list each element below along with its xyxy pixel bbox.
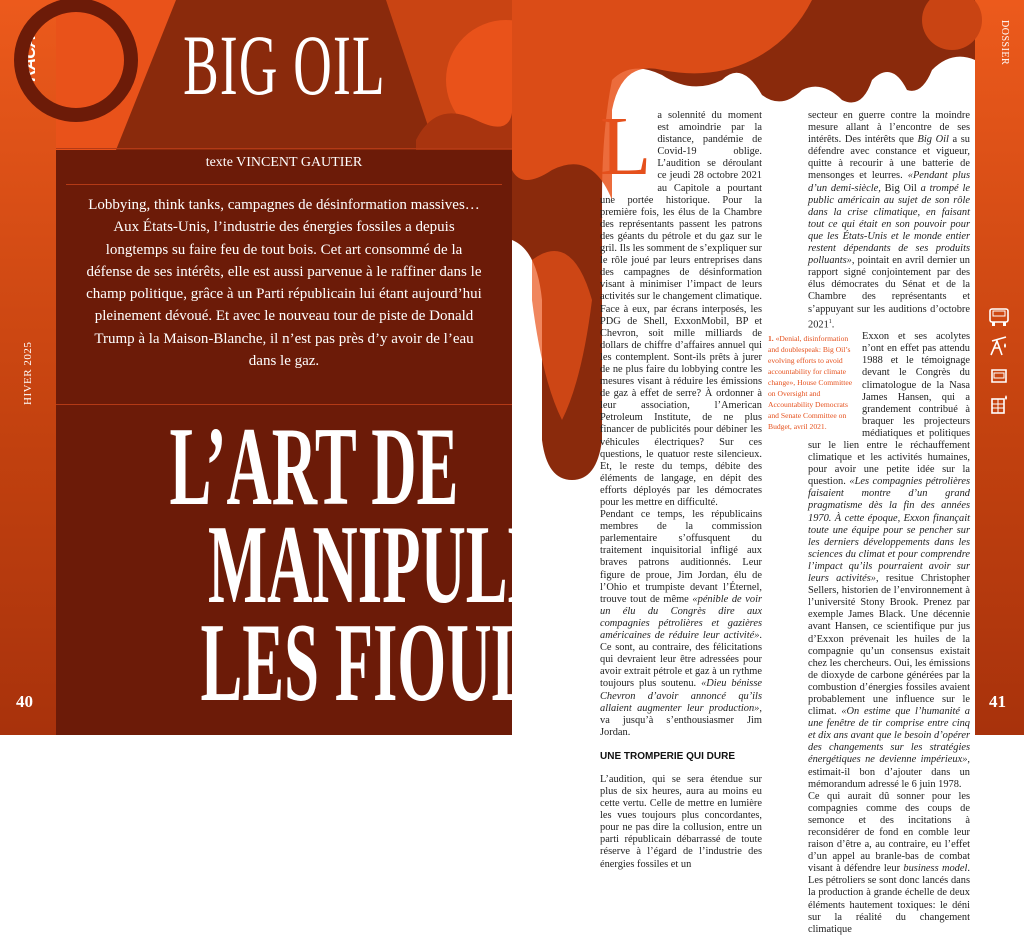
drop-cap: L: [600, 100, 652, 193]
quote-text: Big Oil: [917, 134, 949, 146]
paragraph: [600, 509, 762, 739]
divider: [66, 184, 502, 185]
body-text: a solennité du moment est amoindrie par la distance, pandémie de Covid-19 oblige. L’audition se déroulant ce jeudi 28 octobre 2021 au Capitole a pourtant une portée historique. Pour la première fois, les élus de la Chambre des représentants passent les patrons des géants du pétrole et du gaz sur le gril. Ils les somment de s’expliquer sur le rôle joué par leurs entreprises dans des campagnes de désinformation visant à minimiser l’impact de leurs activités sur le changement climatique. Face à eux, par écrans interposés, les PDG de Shell, ExxonMobil, BP et Chevron, soit mille milliards de dollars de chiffre d’affaires annuel qui les contemplent. Sont-ils prêts à jurer de ne plus faire du lobbying contre les mesures visant à réduire les émissions de gaz à effet de serre? À ordonner à leur association, l’American Petroleum Institute, de ne plus financer de publicités pour débiner les véhicules électriques? Sur ces questions, le quatuor reste silencieux. Et, le reste du temps, débite des éléments de langage, en dépit des efforts déployés par les démocrates pour les mettre en difficulté.: [600, 110, 762, 508]
article-column-1: [600, 100, 762, 871]
quote-text: business model: [903, 863, 968, 875]
issue-label: HIVER 2025: [22, 341, 34, 405]
body-text: Big Oil: [884, 182, 917, 194]
quote-text: «pénible de voir un élu du Congrès dire aux compagnies pétrolières et gazières américaines de réduire leur activité»: [600, 593, 762, 642]
left-page-panel: [56, 0, 595, 735]
lead-paragraph: Lobbying, think tanks, campagnes de désinformation massives… Aux États-Unis, l’industrie des énergies fossiles a depuis longtemps su faire feu de tout bois. Cet art consommé de la défense de ses intérêts, elle est aussi parvenue à le raffiner dans le champ politique, grâce à un Parti républicain lui étant aujourd’hui pleinement dévoué. Et avec le nouveau tour de piste de Donald Trump à la Maison-Blanche, il n’est pas près d’y avoir de l’eau dans le gaz.: [86, 197, 482, 370]
oil-barrel-icon: [988, 393, 1010, 415]
quote-text: «On estime que l’humanité a une fenêtre de tir comprise entre cinq et dix ans avant que le besoin d’opérer des changements sur les stratégies énergétiques ne devienne impérieux»: [808, 706, 970, 766]
body-text: Exxon et ses acolytes n’ont en effet pas attendu 1988 et le témoignage devant le Congrès du climatologue de la Nasa James Hansen, qui a grandement contribué à braquer les projecteurs médiatiques et politiques sur le lien entre le réchauffement climatique et les activités humaines, pour avoir une petite idée sur la question.: [808, 331, 970, 488]
byline: texte VINCENT GAUTIER: [205, 155, 363, 170]
truck-icon: [987, 306, 1011, 328]
body-text: .: [831, 319, 835, 331]
body-text: , pointait en avril dernier un rapport signé conjointement par des élus démocrates du Sénat et de la Chambre des représentants et s’appuyant sur les auditions d’octobre 2021: [808, 255, 970, 331]
oil-pump-icon: [988, 335, 1010, 357]
quote-text: a trompé le public américain au sujet de son rôle dans la crise climatique, en faisant tout ce qui était en son pouvoir pour que les États-Unis et le monde entier restent dépendants de ses produits polluants»: [808, 182, 970, 267]
car-icon: [988, 364, 1010, 386]
headline-line-2: MANIPULER: [207, 503, 595, 627]
body-text: a su défendre avec constance et vigueur, quitte à recourir à une batterie de mensonges et leurres.: [808, 134, 970, 182]
body-text: 1: [828, 318, 832, 325]
paragraph: [808, 110, 970, 331]
kicker-title: BIG OIL: [182, 17, 386, 113]
footnote: 1. «Denial, disinformation and doublespeak: Big Oil’s evolving efforts to avoid accountability for climate change», House Committee on Oversight and Accountability Democrats and Senate Committee on Budget, avril 2021.: [768, 334, 853, 432]
body-text: Ce qui aurait dû sonner pour les compagnies comme des coups de semonce et des incitations à reconsidérer de fond en comble leur raison d’être a, au contraire, eu l’effet d’un appel au branle-bas de combat visant à défendre leur: [808, 790, 970, 875]
page-number-right: 41: [989, 692, 1006, 711]
divider: [56, 148, 512, 149]
quote-text: «Dieu bénisse Chevron d’avoir annoncé qu’ils allaient augmenter leur production»: [600, 678, 762, 714]
article-column-2: [768, 110, 970, 936]
paragraph: [808, 791, 970, 936]
body-text: . Ce sont, au contraire, des félicitations qui devraient leur être adressées pour avoir extrait pétrole et gaz à un rythme toujours plus soutenu.: [600, 630, 762, 690]
paragraph: [600, 774, 762, 871]
magazine-logo: FRACAS: [20, 26, 39, 91]
headline-line-1: L’ART DE: [169, 405, 459, 529]
body-text: Pendant ce temps, les républicains membres de la commission parlementaire s’offusquent du traitement inquisitorial infligé aux braves patrons auditionnés. Leur figure de proue, Jim Jordan, élu de l’Ohio et trumpiste devant l’Éternel, trouve tout de même: [600, 509, 762, 605]
body-text: L’audition, qui se sera étendue sur plus de six heures, aura au moins eu cette vertu. Celle de mettre en lumière les vues toujours plus concordantes, pour ne pas dire la collusion, entre un parti républicain débarrassé de toute réserve à l’égard de l’industrie des énergies fossiles et un: [600, 773, 762, 870]
quote-text: «Pendant plus d’un demi-siècle,: [808, 170, 970, 194]
page-number-left: 40: [16, 692, 33, 711]
body-text: , resitue Christopher Sellers, historien de l’environnement à l’université Stony Brook. Prenez par exemple James Black. Une décennie avant Hansen, ce scientifique pur jus d’Exxon prévenait les huiles de la compagnie qu’un consensus existait chez les chercheurs. Oui, les émissions de dioxyde de carbone générées par la combustion d’énergies fossiles avaient probablement une influence sur le climat.: [808, 573, 970, 718]
body-text: , va jusqu’à s’enthousiasmer Jim Jordan.: [600, 702, 762, 738]
quote-text: «Les compagnies pétrolières faisaient montre d’un grand pragmatisme dès la fin des années 1970. À cette époque, Exxon finançait toute une équipe pour se pencher sur les derniers développements dans les sciences du climat et pour comprendre l’impact qu’ils pourraient avoir sur leurs activités»: [808, 476, 970, 585]
section-label: DOSSIER: [999, 20, 1010, 66]
body-text: , estimait-il bon d’ajouter dans un mémorandum adressé le 6 juin 1978.: [808, 754, 970, 790]
section-icons: [985, 306, 1013, 422]
body-text: . Les pétroliers se sont donc lancés dans la production à grande échelle de deux éléments hautement toxiques: le déni sur la réalité du changement climatique: [808, 863, 970, 935]
body-text: secteur en guerre contre la moindre mesure allant à l’encontre de ses intérêts. Des intérêts que: [808, 110, 970, 146]
headline-line-3: LES FIOULS: [200, 601, 569, 725]
subheading: UNE TROMPERIE QUI DURE: [600, 750, 736, 762]
